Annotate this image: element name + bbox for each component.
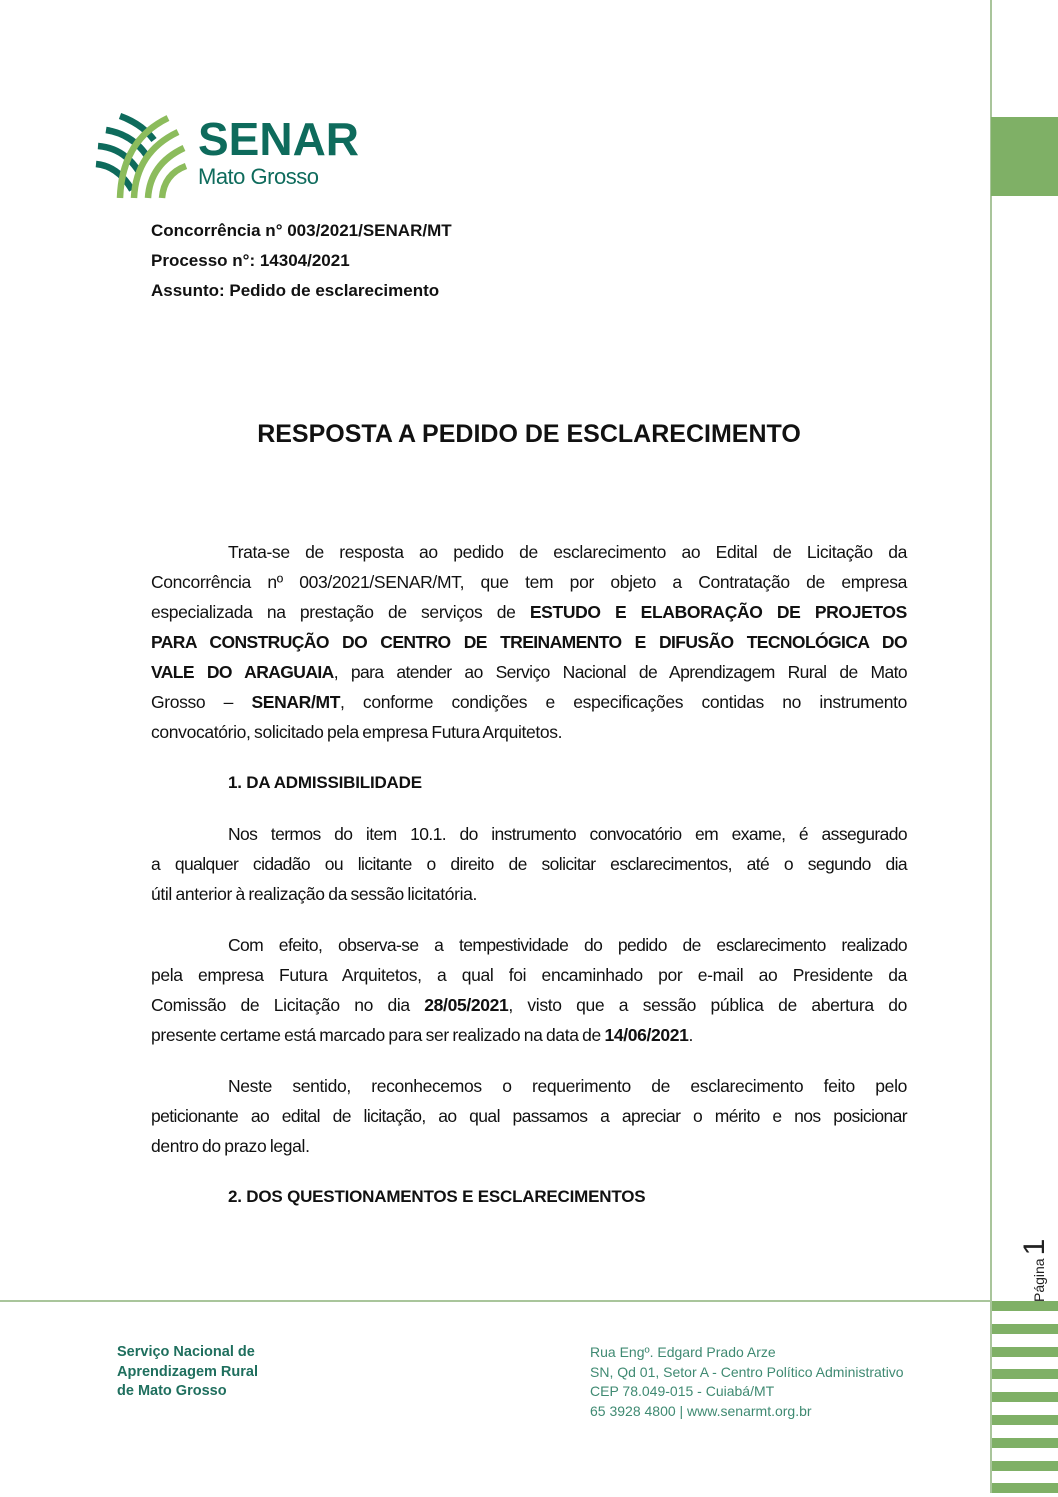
logo-subtitle: Mato Grosso	[198, 164, 319, 189]
text-run: pela empresa Futura Arquitetos, a qual foi encaminhado por e-mail ao Presidente da	[151, 965, 907, 985]
text-line	[151, 657, 907, 687]
paragraph-admissibilidade	[151, 819, 907, 909]
header-green-block	[991, 117, 1058, 196]
document-meta	[151, 216, 452, 306]
text-run: Comissão de Licitação no dia	[151, 995, 425, 1015]
paragraph-introduction	[151, 537, 907, 747]
spacer	[151, 1161, 907, 1182]
bold-run: ESTUDO E ELABORAÇÃO DE PROJETOS	[529, 602, 908, 622]
text-run: .	[688, 1025, 694, 1045]
bold-run: VALE DO ARAGUAIA	[151, 662, 334, 682]
text-run: Grosso –	[151, 692, 252, 712]
footer-stripe	[992, 1324, 1058, 1334]
footer-stripe	[992, 1301, 1058, 1311]
footer-address	[590, 1343, 904, 1421]
footer-stripe	[992, 1392, 1058, 1402]
footer-stripe	[992, 1461, 1058, 1471]
footer-org-line: de Mato Grosso	[117, 1383, 227, 1399]
text-line	[151, 819, 907, 849]
text-line	[151, 627, 907, 657]
concorrencia-line: Concorrência n° 003/2021/SENAR/MT	[151, 221, 452, 240]
text-run: , visto que a sessão pública de abertura do	[508, 995, 907, 1015]
text-line	[151, 687, 907, 717]
text-run: Com efeito, observa-se a tempestividade do pedido de esclarecimento realizado	[228, 935, 907, 955]
text-run: convocatório, solicitado pela empresa Futura Arquitetos.	[151, 722, 563, 742]
text-line	[151, 597, 907, 627]
spacer	[151, 747, 907, 768]
page-digit: 1	[1018, 1238, 1051, 1256]
text-run: presente certame está marcado para ser realizado na data de	[151, 1025, 605, 1045]
footer-contact: 65 3928 4800 | www.senarmt.org.br	[590, 1402, 812, 1419]
assunto-line: Assunto: Pedido de esclarecimento	[151, 281, 440, 300]
paragraph-reconhecimento	[151, 1071, 907, 1161]
text-line	[151, 879, 907, 909]
text-run: , conforme condições e especificações contidas no instrumento	[340, 692, 908, 712]
text-line	[151, 1131, 907, 1161]
text-run: a qualquer cidadão ou licitante o direito de solicitar esclarecimentos, até o segundo dia	[151, 854, 907, 874]
margin-vertical-rule	[990, 0, 992, 1493]
text-line	[151, 567, 907, 597]
document-body	[151, 537, 907, 1212]
paragraph-tempestividade	[151, 930, 907, 1050]
section-heading-questionamentos: 2. DOS QUESTIONAMENTOS E ESCLARECIMENTOS	[228, 1187, 646, 1206]
senar-logo-mark-icon	[92, 110, 188, 200]
date-session: 14/06/2021	[604, 1025, 689, 1045]
spacer	[151, 909, 907, 930]
text-run: Neste sentido, reconhecemos o requerimento de esclarecimento feito pelo	[228, 1076, 907, 1096]
text-line	[151, 960, 907, 990]
text-line	[151, 717, 907, 747]
text-line	[151, 537, 907, 567]
text-run: dentro do prazo legal.	[151, 1136, 310, 1156]
footer-stripe	[992, 1483, 1058, 1493]
text-run: Concorrência nº 003/2021/SENAR/MT, que tem por objeto a Contratação de empresa	[151, 572, 907, 592]
footer-address-cep: CEP 78.049-015 - Cuiabá/MT	[590, 1383, 775, 1399]
text-run: Nos termos do item 10.1. do instrumento convocatório em exame, é assegurado	[228, 824, 907, 844]
text-run: especializada na prestação de serviços de	[151, 602, 530, 622]
document-title: RESPOSTA A PEDIDO DE ESCLARECIMENTO	[257, 420, 801, 448]
page-label: Página	[1031, 1258, 1047, 1302]
text-run: peticionante ao edital de licitação, ao qual passamos a apreciar o mérito e nos posicionar	[151, 1106, 907, 1126]
text-line	[151, 849, 907, 879]
spacer	[151, 798, 907, 819]
spacer	[151, 1050, 907, 1071]
senar-logo	[92, 110, 372, 200]
section-heading-admissibilidade: 1. DA ADMISSIBILIDADE	[228, 773, 422, 792]
text-run: , para atender ao Serviço Nacional de Aprendizagem Rural de Mato	[333, 662, 907, 682]
footer-stripe	[992, 1347, 1058, 1357]
bold-run: SENAR/MT	[251, 692, 341, 712]
footer-organization	[117, 1343, 258, 1402]
logo-wordmark: SENAR	[198, 113, 360, 165]
page-number	[1010, 1222, 1050, 1302]
text-run: útil anterior à realização da sessão licitatória.	[151, 884, 478, 904]
processo-line: Processo n°: 14304/2021	[151, 251, 350, 270]
text-line	[151, 990, 907, 1020]
text-line	[151, 1020, 907, 1050]
text-line	[151, 930, 907, 960]
date-received: 28/05/2021	[424, 995, 509, 1015]
text-run: Trata-se de resposta ao pedido de esclarecimento ao Edital de Licitação da	[228, 542, 907, 562]
footer-stripe	[992, 1415, 1058, 1425]
footer-stripe	[992, 1438, 1058, 1448]
footer-org-line: Serviço Nacional de	[117, 1344, 255, 1360]
footer-stripe	[992, 1369, 1058, 1379]
text-line	[151, 1101, 907, 1131]
text-line	[151, 1071, 907, 1101]
bold-run: PARA CONSTRUÇÃO DO CENTRO DE TREINAMENTO E DIFUSÃO TECNOLÓGICA DO	[151, 632, 907, 652]
footer-address-district: SN, Qd 01, Setor A - Centro Político Administrativo	[590, 1363, 904, 1380]
footer-horizontal-rule	[0, 1300, 991, 1302]
footer-address-street: Rua Engº. Edgard Prado Arze	[590, 1344, 776, 1360]
footer-org-line: Aprendizagem Rural	[117, 1363, 258, 1380]
